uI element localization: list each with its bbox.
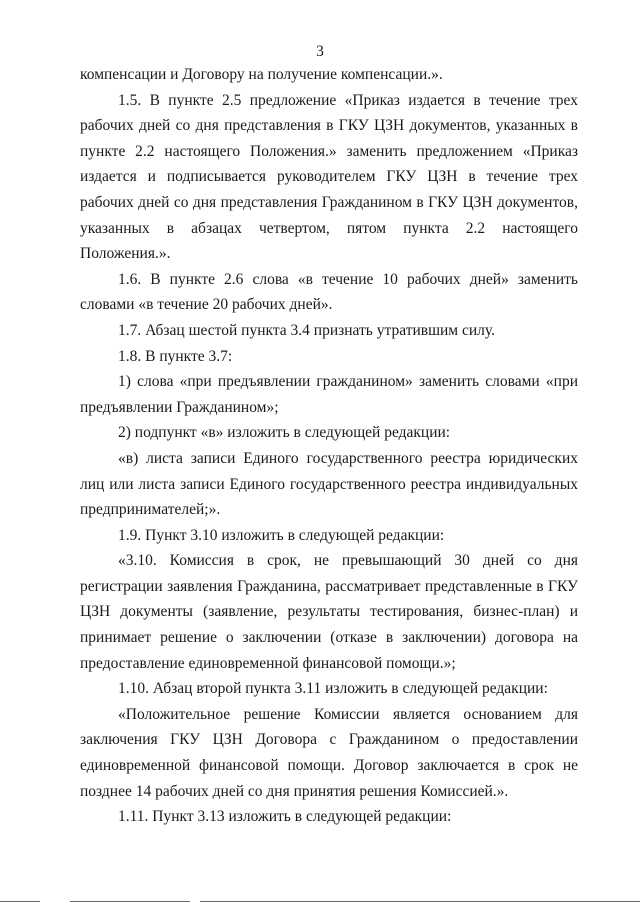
paragraph-1-11: 1.11. Пункт 3.13 изложить в следующей редакции: xyxy=(118,808,452,826)
paragraph-1-10-quote: «Положительное решение Комиссии является основанием для заключения ГКУ ЦЗН Договора с Гражданином о предоставлении единовременной финансовой помощи. Договор заключается в срок не позднее 14 рабочих дней со дня принятия решения Комиссией.». xyxy=(80,705,578,800)
paragraph-1-10: 1.10. Абзац второй пункта 3.11 изложить в следующей редакции: xyxy=(118,680,548,698)
document-body xyxy=(80,62,578,830)
paragraph-1-8-item-1: 1) слова «при предъявлении гражданином» заменить словами «при предъявлении Гражданином»; xyxy=(80,373,578,416)
scan-edge-line xyxy=(0,901,40,902)
paragraph-1-9: 1.9. Пункт 3.10 изложить в следующей редакции: xyxy=(118,526,445,544)
paragraph-continuation: компенсации и Договору на получение компенсации.». xyxy=(80,66,443,83)
paragraph-1-8: 1.8. В пункте 3.7: xyxy=(118,347,233,365)
scan-edge-line xyxy=(70,901,190,902)
paragraph-1-8-quote: «в) листа записи Единого государственного реестра юридических лиц или листа записи Единого государственного реестра индивидуальных предпринимателей;». xyxy=(80,449,578,519)
paragraph-1-7: 1.7. Абзац шестой пункта 3.4 признать утратившим силу. xyxy=(118,321,495,339)
scan-edge-line xyxy=(200,901,640,902)
paragraph-1-6: 1.6. В пункте 2.6 слова «в течение 10 рабочих дней» заменить словами «в течение 20 рабочих дней». xyxy=(80,270,578,314)
paragraph-1-8-item-2: 2) подпункт «в» изложить в следующей редакции: xyxy=(118,424,451,442)
paragraph-1-9-quote: «3.10. Комиссия в срок, не превышающий 30 дней со дня регистрации заявления Гражданина, рассматривает представленные в ГКУ ЦЗН документы (заявление, результаты тестирования, бизнес-план) и принимает решение о заключении (отказе в заключении) договора на предоставление единовременной финансовой помощи.»; xyxy=(80,552,578,672)
page-number: 3 xyxy=(316,43,324,60)
paragraph-1-5: 1.5. В пункте 2.5 предложение «Приказ издается в течение трех рабочих дней со дня представления в ГКУ ЦЗН документов, указанных в пункте 2.2 настоящего Положения.» заменить предложением «Приказ издается и подписывается руководителем ГКУ ЦЗН в течение трех рабочих дней со дня представления Гражданином в ГКУ ЦЗН документов, указанных в абзацах четвертом, пятом пункта 2.2 настоящего Положения.». xyxy=(80,91,578,263)
